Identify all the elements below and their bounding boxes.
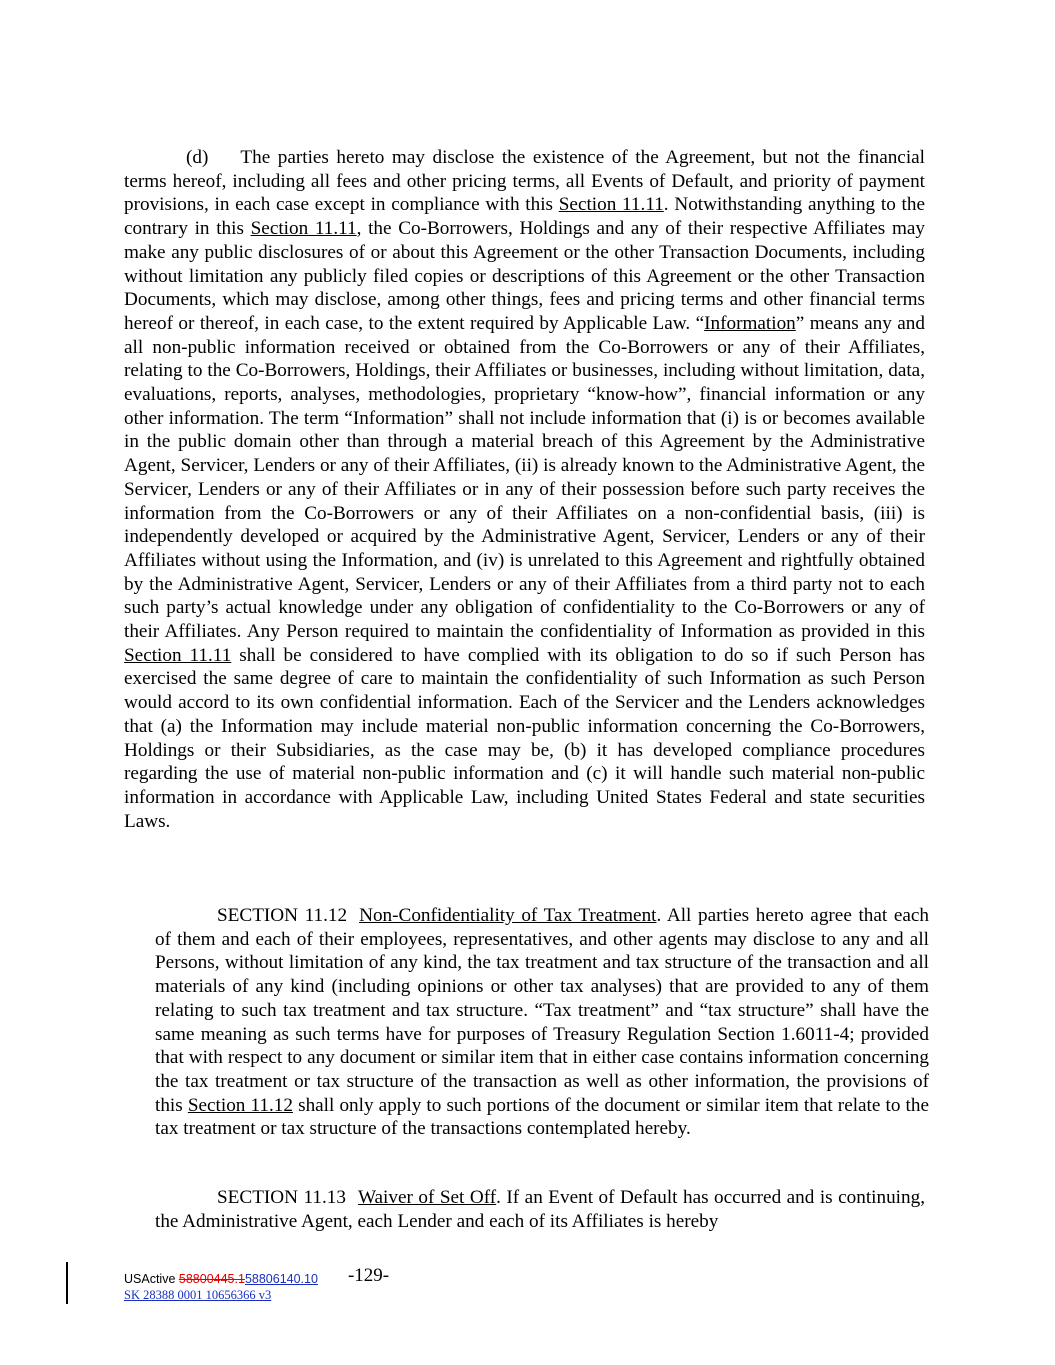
change-bar xyxy=(66,1262,68,1304)
section-reference: Section 11.11 xyxy=(250,218,357,240)
deleted-doc-id: 58800445.1 xyxy=(178,1272,245,1286)
section-number: SECTION 11.12 xyxy=(217,905,348,926)
paragraph-label: (d) xyxy=(186,147,209,168)
section-11-13: SECTION 11.13 Waiver of Set Off. If an Event of Default has occurred and is continuing, the Administrative Agent, each Lender and each of its Affiliates is hereby xyxy=(155,1187,925,1232)
defined-term: Information xyxy=(704,312,796,334)
section-11-12: SECTION 11.12 Non-Confidentiality of Tax Treatment. All parties hereto agree that each of them and each of their employees, representatives, and other agents may disclose to any and all Persons, without limitation of any kind, the tax treatment and tax structure of the transaction and all materials of any kind (including opinions or other tax analyses) that are provided to any of them relating to such tax treatment and tax structure. “Tax treatment” and “tax structure” shall have the same meaning as such terms have for purposes of Treasury Regulation Section 1.6011-4; provided that with respect to any document or similar item that in either case contains information concerning the tax treatment or tax structure of the transaction as well as other information, the provisions of this Section 11.12 shall only apply to such portions of the document or similar item that relate to the tax treatment or tax structure of the transactions contemplated hereby. xyxy=(155,905,930,1140)
doc-reference: SK 28388 0001 10656366 v3 xyxy=(124,1288,272,1302)
section-reference: Section 11.11 xyxy=(558,194,664,216)
footer xyxy=(124,1267,389,1289)
inserted-doc-id: 58806140.10 xyxy=(244,1272,318,1286)
section-reference: Section 11.11 xyxy=(124,644,232,666)
paragraph-d: (d) The parties hereto may disclose the existence of the Agreement, but not the financial terms hereof, including all fees and other pricing terms, all Events of Default, and priority of payment provisions, in each case except in compliance with this Section 11.11. Notwithstanding anything to the contrary in this Section 11.11, the Co-Borrowers, Holdings and any of their respective Affiliates may make any public disclosures of or about this Agreement or the other Transaction Documents, including without limitation any publicly filed copies or descriptions of this Agreement or the other Transaction Documents, which may disclose, among other things, fees and pricing terms and other financial terms hereof or thereof, in each case, to the extent required by Applicable Law. “Information” means any and all non-public information received or obtained from the Co-Borrowers or any of their Affiliates, relating to the Co-Borrowers, Holdings, their Affiliates or businesses, including without limitation, data, evaluations, reports, analyses, methodologies, proprietary “know-how”, financial information or any other information. The term “Information” shall not include information that (i) is or becomes available in the public domain other than through a material breach of this Agreement by the Administrative Agent, Servicer, Lenders or any of their Affiliates, (ii) is already known to the Administrative Agent, the Servicer, Lenders or any of their Affiliates or in any of their possession before such party receives the information from the Co-Borrowers or any of their Affiliates on a non-confidential basis, (iii) is independently developed or acquired by the Administrative Agent, Servicer, Lenders or any of their Affiliates without using the Information, and (iv) is unrelated to this Agreement and rightfully obtained by the Administrative Agent, Servicer, Lenders or any of their Affiliates from a third party not to each such party’s actual knowledge under any obligation of confidentiality to the Co-Borrowers or any of their Affiliates. Any Person required to maintain the confidentiality of Information as provided in this Section 11.11 shall be considered to have complied with its obligation to do so if such Person has exercised the same degree of care to maintain the confidentiality of such Information as such Person would accord to its own confidential information. Each of the Servicer and the Lenders acknowledges that (a) the Information may include material non-public information concerning the Co-Borrowers, Holdings or their Subsidiaries, as the case may be, (b) it has developed compliance procedures regarding the use of material non-public information and (c) it will handle such material non-public information in accordance with Applicable Law, including United States Federal and state securities Laws. xyxy=(124,147,925,832)
section-heading: Waiver of Set Off xyxy=(357,1187,497,1208)
section-number: SECTION 11.13 xyxy=(217,1187,346,1208)
page-number: -129- xyxy=(347,1265,390,1286)
section-reference: Section 11.12 xyxy=(187,1094,293,1116)
footer-prefix: USActive xyxy=(124,1272,179,1286)
section-heading: Non-Confidentiality of Tax Treatment xyxy=(359,905,657,926)
